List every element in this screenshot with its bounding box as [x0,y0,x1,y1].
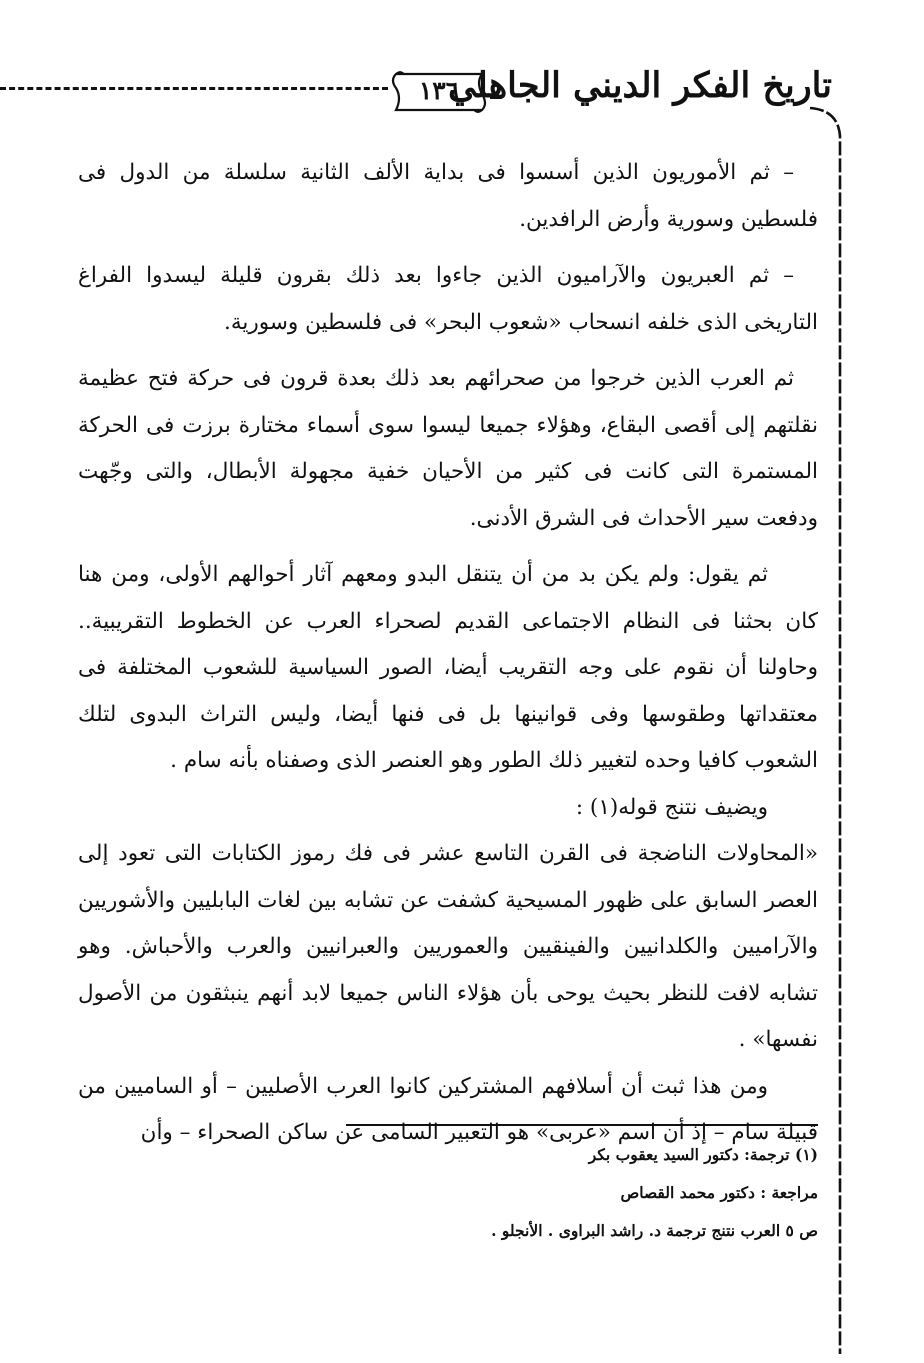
footnote-separator [346,1124,818,1126]
main-text [78,150,818,1157]
footnotes [348,1136,818,1250]
paragraph-then-he-says: ثم يقول: ولم يكن بد من أن يتنقل البدو ومعهم آثار أحوالهم الأولى، ومن هنا كان بحثنا فى النظام الاجتماعى القديم لصحراء العرب عن الخطوط التقريبية.. وحاولنا أن نقوم على وجه التقريب أيضا، الصور السياسية للشعوب المختلفة فى معتقداتها وطقوسها وفى قوانينها بل فى فنها أيضا، وليس التراث البدوى لتلك الشعوب كافيا وحده لتغيير ذلك الطور وهو العنصر الذى وصفناه بأنه سام . [78,562,818,773]
page-number: ١٣٦ [418,76,460,105]
header-rule-left [0,87,388,90]
paragraph-amorites: – ثم الأموريون الذين أسسوا فى بداية الألف الثانية سلسلة من الدول فى فلسطين وسورية وأرض الرافدين. [78,160,818,232]
paragraph-ancestors: ومن هذا ثبت أن أسلافهم المشتركين كانوا العرب الأصليين – أو الساميين من قبيلة سام – إذ أن اسم «عربى» هو التعبير السامى عن ساكن الصحراء – وأن [78,1073,818,1145]
footnote-source: ص ٥ العرب نتنج ترجمة د. راشد البراوى . الأنجلو . [491,1221,818,1240]
paragraph-arabs: ثم العرب الذين خرجوا من صحرائهم بعد ذلك بعدة قرون فى حركة فتح عظيمة نقلتهم إلى أقصى البقاع، وهؤلاء جميعا ليسوا سوى أسماء مختارة برزت فى الحركة المستمرة التى كانت فى كثير من الأحيان خفية مجهولة الأبطال، والتى وجّهت ودفعت سير الأحداث فى الشرق الأدنى. [78,366,818,531]
paragraph-hebrews-arameans: – ثم العبريون والآراميون الذين جاءوا بعد ذلك بقرون قليلة ليسدوا الفراغ التاريخى الذى خلفه انسحاب «شعوب البحر» فى فلسطين وسورية. [78,263,818,335]
footnote-translation: (١) ترجمة: دكتور السيد يعقوب بكر [588,1145,818,1164]
paragraph-quotation: «المحاولات الناضجة فى القرن التاسع عشر فى فك رموز الكتابات التى تعود إلى العصر السابق على ظهور المسيحية كشفت عن تشابه بين لغات البابليين والأشوريين والآراميين والكلدانيين والفينقيين والعموريين والعبرانيين والعرب والأحباش. وهو تشابه لافت للنظر بحيث يوحى بأن هؤلاء الناس جميعا لابد أنهم ينبثقون من الأصول نفسها» . [78,841,818,1052]
running-title: تاريخ الفكر الديني الجاهلي [447,65,832,106]
paragraph-nitting-adds: ويضيف نتنج قوله(١) : [575,794,768,820]
footnote-review: مراجعة : دكتور محمد القصاص [620,1183,818,1202]
